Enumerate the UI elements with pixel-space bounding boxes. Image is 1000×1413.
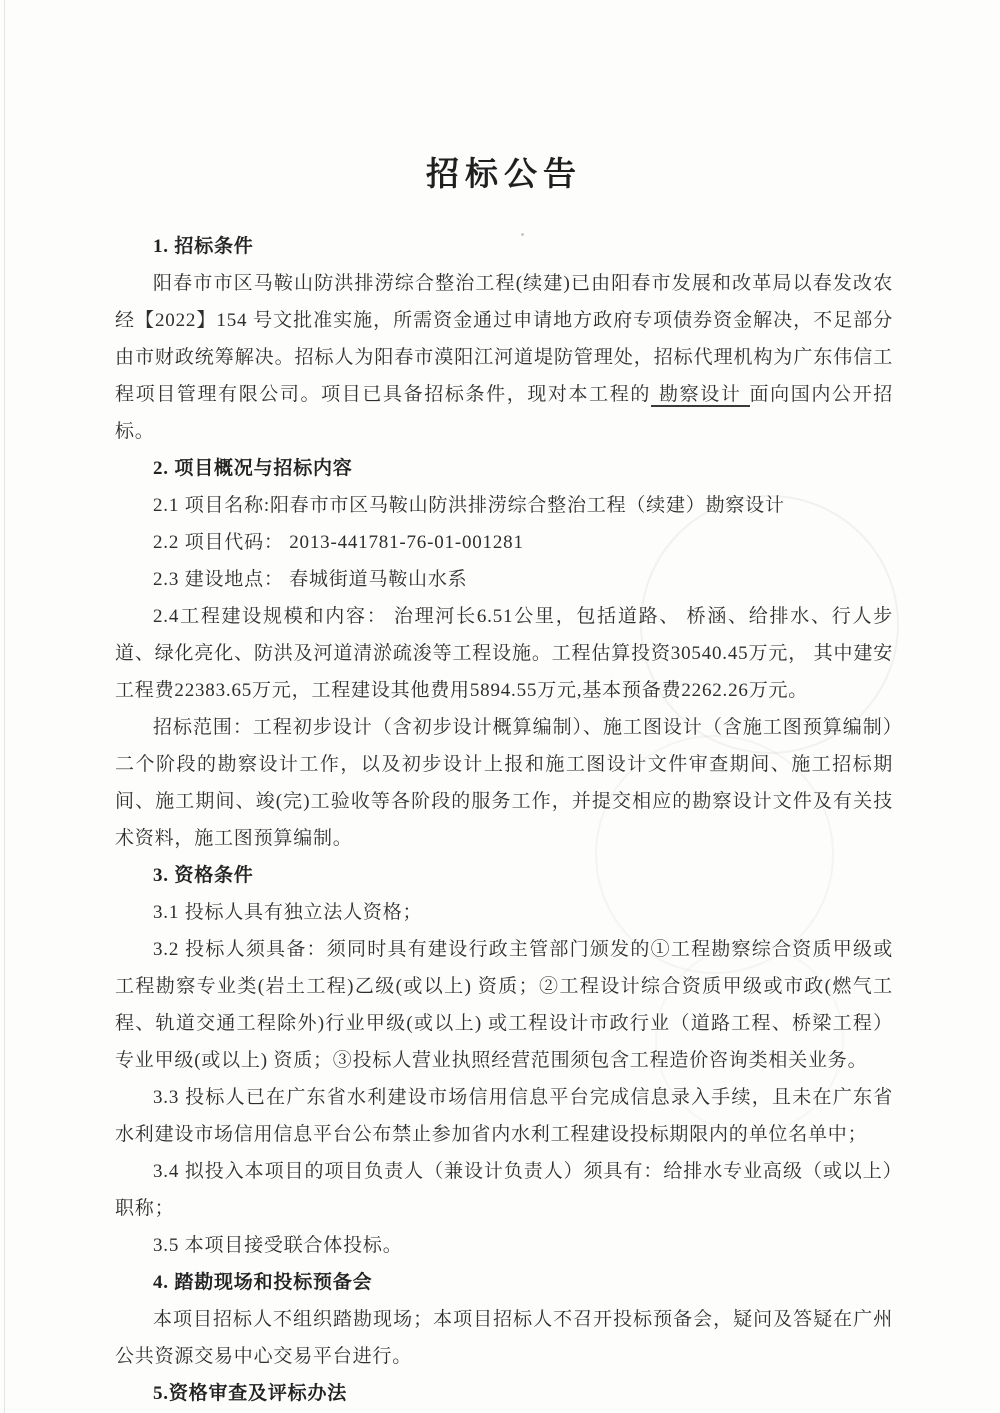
section-1-paragraph-tail: 面向国内公开招标。: [115, 384, 893, 442]
item-qualification-3-2: 3.2 投标人须具备：须同时具有建设行政主管部门颁发的①工程勘察综合资质甲级或工程勘察专业类(岩土工程)乙级(或以上) 资质；②工程设计综合资质甲级或市政(燃气工程、轨道交通工程除外)行业甲级(或以上) 或工程设计市政行业（道路工程、桥梁工程）专业甲级(或以上) 资质；③投标人营业执照经营范围须包含工程造价咨询类相关业务。: [115, 939, 893, 1071]
section-4-heading: 4. 踏勘现场和投标预备会: [153, 1272, 373, 1293]
underlined-term: 勘察设计: [651, 384, 749, 407]
section-1-heading: 1. 招标条件: [153, 236, 254, 257]
scan-edge-artifact: [4, 0, 5, 1413]
item-project-code: 2.2 项目代码： 2013-441781-76-01-001281: [153, 532, 524, 553]
document-title: 招标公告: [426, 157, 582, 193]
item-project-name: 2.1 项目名称:阳春市市区马鞍山防洪排涝综合整治工程（续建）勘察设计: [153, 495, 785, 516]
item-qualification-3-5: 3.5 本项目接受联合体投标。: [153, 1235, 403, 1256]
paragraph-project-scale: 2.4工程建设规模和内容： 治理河长6.51公里，包括道路、 桥涵、给排水、行人步道、绿化亮化、防洪及河道清淤疏浚等工程设施。工程估算投资30540.45万元， 其中建安工程费22383.65万元，工程建设其他费用5894.55万元,基本预备费2262.26万元。: [115, 606, 893, 701]
item-qualification-3-4: 3.4 拟投入本项目的项目负责人（兼设计负责人）须具有：给排水专业高级（或以上）职称；: [115, 1161, 893, 1219]
section-1-paragraph-lead: 阳春市市区马鞍山防洪排涝综合整治工程(续建)已由阳春市发展和改革局以春发改农经【2022】154 号文批准实施，所需资金通过申请地方政府专项债券资金解决，不足部分由市财政统筹解决。招标人为阳春市漠阳江河道堤防管理处，招标代理机构为广东伟信工程项目管理有限公司。项目已具备招标条件，现对本工程的: [115, 273, 893, 405]
item-qualification-3-1: 3.1 投标人具有独立法人资格；: [153, 902, 423, 923]
section-3-heading: 3. 资格条件: [153, 865, 254, 886]
item-qualification-3-3: 3.3 投标人已在广东省水利建设市场信用信息平台完成信息录入手续，且未在广东省水利建设市场信用信息平台公布禁止参加省内水利工程建设投标期限内的单位名单中；: [115, 1087, 893, 1145]
document-content: [115, 152, 893, 1412]
paragraph-tender-scope: 招标范围：工程初步设计（含初步设计概算编制）、施工图设计（含施工图预算编制）二个阶段的勘察设计工作，以及初步设计上报和施工图设计文件审查期间、施工招标期间、施工期间、竣(完)工验收等各阶段的服务工作，并提交相应的勘察设计文件及有关技术资料，施工图预算编制。: [115, 717, 893, 849]
section-2-heading: 2. 项目概况与招标内容: [153, 458, 353, 479]
item-project-location: 2.3 建设地点： 春城街道马鞍山水系: [153, 569, 468, 590]
section-5-heading: 5.资格审查及评标办法: [153, 1383, 348, 1404]
section-1-paragraph: [115, 265, 893, 450]
section-4-paragraph: 本项目招标人不组织踏勘现场；本项目招标人不召开投标预备会，疑问及答疑在广州公共资源交易中心交易平台进行。: [115, 1309, 893, 1367]
